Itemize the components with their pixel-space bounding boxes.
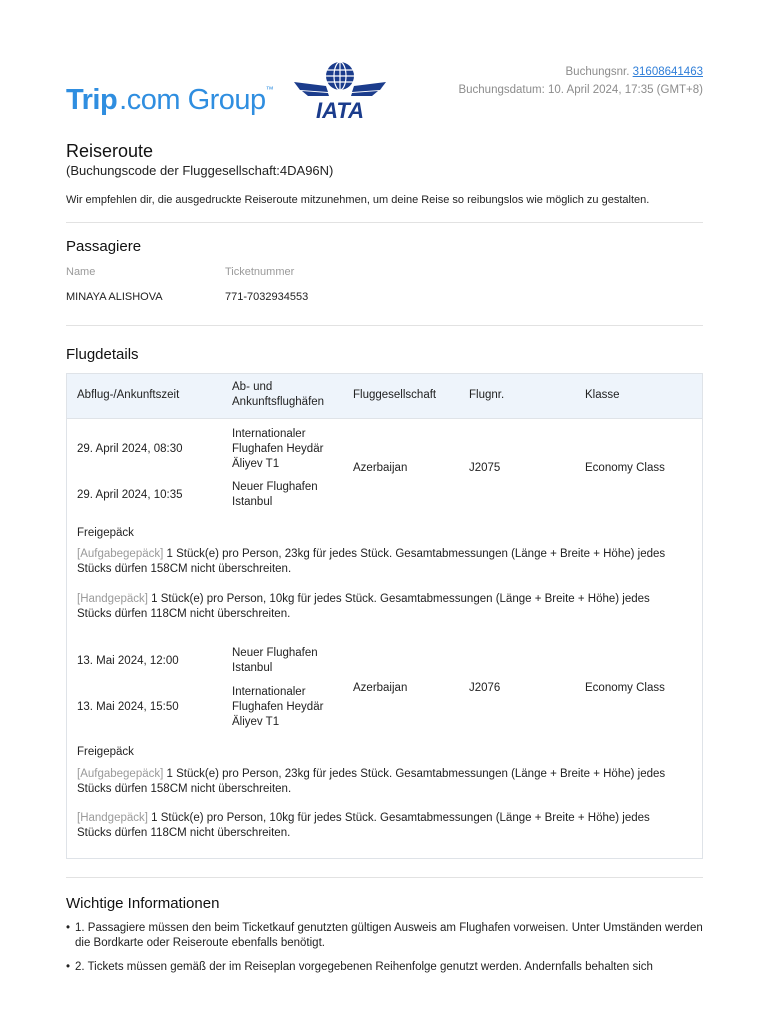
booking-number-link[interactable]: 31608641463 (632, 66, 703, 78)
logo-area (66, 58, 406, 122)
divider (66, 325, 703, 326)
segment-2-airline: Azerbaijan (353, 682, 408, 694)
col-airline-header: Fluggesellschaft (353, 389, 437, 401)
hand-baggage-label: [Handgepäck] (77, 812, 148, 824)
col-name-header: Name (66, 266, 96, 278)
info-item (66, 960, 703, 975)
segment-2-dep-time: 13. Mai 2024, 12:00 (77, 655, 179, 667)
checked-baggage-text: 1 Stück(e) pro Person, 23kg für jedes Stück. Gesamtabmessungen (Länge + Breite + Höhe) jedes Stücks dürfen 158CM nicht überschreiten. (77, 768, 666, 795)
col-ticket-header: Ticketnummer (225, 266, 295, 278)
segment-1-airline: Azerbaijan (353, 462, 408, 474)
ticket-number: 771-7032934553 (225, 291, 309, 303)
passengers-title: Passagiere (66, 238, 142, 255)
booking-date-value: 10. April 2024, 17:35 (GMT+8) (547, 84, 703, 96)
segment-1-hand-baggage (77, 592, 687, 622)
flight-table-header (67, 374, 702, 419)
recommendation-text: Wir empfehlen dir, die ausgedruckte Reiseroute mitzunehmen, um deine Reise so reibungslos wie möglich zu gestalten. (66, 194, 650, 206)
booking-number-line (458, 63, 703, 81)
itinerary-page (66, 0, 703, 1024)
flights-title: Flugdetails (66, 346, 139, 363)
bullet: • (66, 961, 71, 973)
svg-text:IATA: IATA (315, 98, 365, 122)
segment-2-dep-airport: Neuer Flughafen Istanbul (232, 647, 318, 674)
segment-2-hand-baggage (77, 811, 687, 841)
booking-date-label: Buchungsdatum: (458, 84, 545, 96)
segment-1-arr-time: 29. April 2024, 10:35 (77, 489, 183, 501)
segment-2-arr-time: 13. Mai 2024, 15:50 (77, 701, 179, 713)
segment-1-checked-baggage (77, 547, 687, 577)
checked-baggage-label: [Aufgabegepäck] (77, 548, 164, 560)
segment-1-arr-airport: Neuer Flughafen Istanbul (232, 481, 318, 508)
segment-2-class: Economy Class (585, 682, 665, 694)
divider (66, 222, 703, 223)
hand-baggage-label: [Handgepäck] (77, 593, 148, 605)
divider (66, 877, 703, 878)
hand-baggage-text: 1 Stück(e) pro Person, 10kg für jedes Stück. Gesamtabmessungen (Länge + Breite + Höhe) jedes Stücks dürfen 118CM nicht überschreiten. (77, 593, 650, 620)
page-title: Reiseroute (66, 141, 154, 161)
trip-com-group-logo: Trip.com Group™ (66, 84, 274, 116)
important-info-title: Wichtige Informationen (66, 895, 220, 912)
segment-2-baggage-title: Freigepäck (77, 746, 134, 758)
segment-1-class: Economy Class (585, 462, 665, 474)
segment-1-dep-airport: Internationaler Flughafen Heydär Äliyev T1 (232, 428, 324, 470)
segment-2-checked-baggage (77, 767, 687, 797)
booking-date-line (458, 81, 703, 99)
col-class-header: Klasse (585, 389, 620, 401)
segment-2-flight-no: J2076 (469, 682, 501, 694)
booking-meta (458, 63, 703, 99)
segment-1-baggage-title: Freigepäck (77, 527, 134, 539)
segment-2-arr-airport: Internationaler Flughafen Heydär Äliyev T1 (232, 686, 324, 728)
checked-baggage-label: [Aufgabegepäck] (77, 768, 164, 780)
flight-table (66, 373, 703, 859)
checked-baggage-text: 1 Stück(e) pro Person, 23kg für jedes Stück. Gesamtabmessungen (Länge + Breite + Höhe) jedes Stücks dürfen 158CM nicht überschreiten. (77, 548, 666, 575)
hand-baggage-text: 1 Stück(e) pro Person, 10kg für jedes Stück. Gesamtabmessungen (Länge + Breite + Höhe) jedes Stücks dürfen 118CM nicht überschreiten. (77, 812, 650, 839)
info-item (66, 921, 703, 951)
segment-1-dep-time: 29. April 2024, 08:30 (77, 443, 183, 455)
col-flightno-header: Flugnr. (469, 389, 505, 401)
col-time-header: Abflug-/Ankunftszeit (77, 389, 180, 401)
airline-booking-code: (Buchungscode der Fluggesellschaft:4DA96N) (66, 163, 334, 178)
passenger-name: MINAYA ALISHOVA (66, 291, 163, 303)
iata-logo (292, 60, 388, 122)
col-airports-header: Ab- und Ankunftsflughäfen (232, 381, 325, 408)
booking-number-label: Buchungsnr. (565, 66, 630, 78)
info-item-text: 1. Passagiere müssen den beim Ticketkauf genutzten gültigen Ausweis am Flughafen vorweisen. Unter Umständen werden die Bordkarte oder Reiseroute ebenfalls benötigt. (75, 922, 703, 949)
bullet: • (66, 922, 71, 934)
segment-1-flight-no: J2075 (469, 462, 501, 474)
info-item-text: 2. Tickets müssen gemäß der im Reiseplan vorgegebenen Reihenfolge genutzt werden. Andernfalls behalten sich (75, 961, 653, 973)
